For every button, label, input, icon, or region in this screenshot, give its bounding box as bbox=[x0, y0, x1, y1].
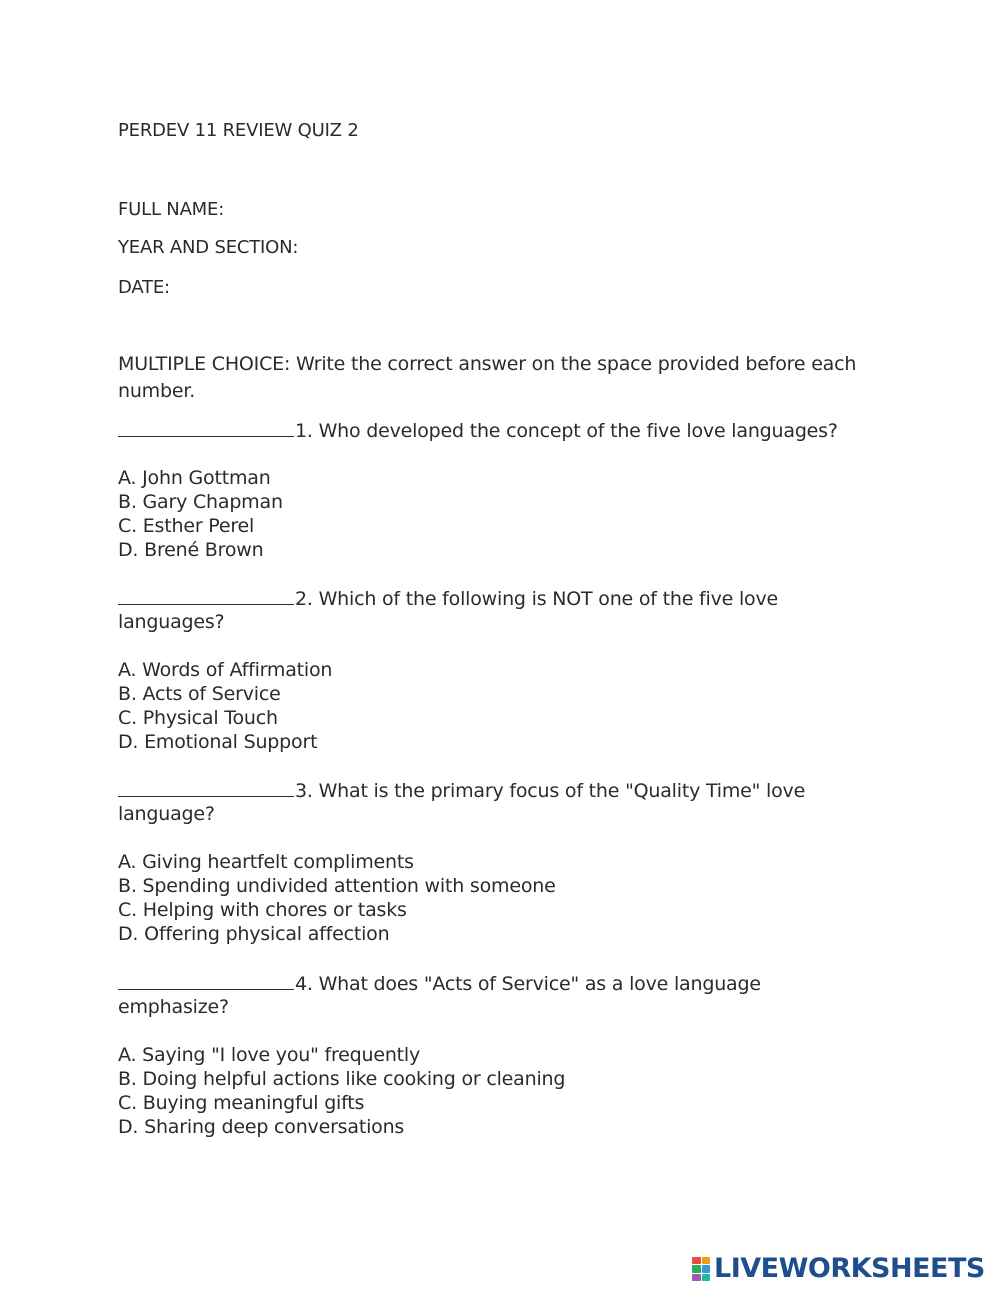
liveworksheets-logo bbox=[692, 1254, 985, 1284]
worksheet-title: PERDEV 11 REVIEW QUIZ 2 bbox=[118, 120, 359, 141]
q4-option-b: B. Doing helpful actions like cooking or cleaning bbox=[118, 1068, 566, 1090]
logo-block-1 bbox=[692, 1257, 701, 1264]
q3-option-d: D. Offering physical affection bbox=[118, 923, 390, 945]
logo-text: LIVEWORKSHEETS bbox=[714, 1253, 985, 1284]
date-label: DATE: bbox=[118, 277, 170, 298]
answer-blank-4[interactable] bbox=[118, 971, 294, 990]
q3-option-b: B. Spending undivided attention with someone bbox=[118, 875, 556, 897]
q1-option-a: A. John Gottman bbox=[118, 467, 271, 489]
question-4 bbox=[118, 971, 761, 996]
answer-blank-3[interactable] bbox=[118, 778, 294, 797]
question-2-text-cont: languages? bbox=[118, 611, 225, 633]
full-name-label: FULL NAME: bbox=[118, 199, 225, 220]
year-section-label: YEAR AND SECTION: bbox=[118, 237, 299, 258]
q1-option-d: D. Brené Brown bbox=[118, 539, 264, 561]
q1-option-c: C. Esther Perel bbox=[118, 515, 255, 537]
question-2 bbox=[118, 586, 778, 611]
question-1 bbox=[118, 418, 838, 443]
question-1-text: 1. Who developed the concept of the five love languages? bbox=[295, 420, 838, 442]
q2-option-c: C. Physical Touch bbox=[118, 707, 278, 729]
q1-option-b: B. Gary Chapman bbox=[118, 491, 283, 513]
logo-block-3 bbox=[692, 1265, 701, 1272]
q3-option-c: C. Helping with chores or tasks bbox=[118, 899, 407, 921]
question-4-text-cont: emphasize? bbox=[118, 996, 229, 1018]
q3-option-a: A. Giving heartfelt compliments bbox=[118, 851, 414, 873]
instructions-line-2: number. bbox=[118, 380, 196, 402]
q2-option-a: A. Words of Affirmation bbox=[118, 659, 333, 681]
logo-block-6 bbox=[702, 1274, 711, 1281]
question-3-text-cont: language? bbox=[118, 803, 215, 825]
q4-option-c: C. Buying meaningful gifts bbox=[118, 1092, 365, 1114]
q4-option-a: A. Saying "I love you" frequently bbox=[118, 1044, 421, 1066]
question-2-text: 2. Which of the following is NOT one of the five love bbox=[295, 588, 779, 610]
logo-block-4 bbox=[702, 1265, 711, 1272]
q2-option-d: D. Emotional Support bbox=[118, 731, 318, 753]
answer-blank-2[interactable] bbox=[118, 586, 294, 605]
logo-block-5 bbox=[692, 1274, 701, 1281]
logo-block-2 bbox=[702, 1257, 711, 1264]
q4-option-d: D. Sharing deep conversations bbox=[118, 1116, 405, 1138]
instructions-line-1: MULTIPLE CHOICE: Write the correct answer on the space provided before each bbox=[118, 353, 857, 375]
logo-mark-icon bbox=[692, 1257, 710, 1281]
question-3-text: 3. What is the primary focus of the "Quality Time" love bbox=[295, 780, 806, 802]
question-4-text: 4. What does "Acts of Service" as a love language bbox=[295, 973, 761, 995]
q2-option-b: B. Acts of Service bbox=[118, 683, 281, 705]
answer-blank-1[interactable] bbox=[118, 418, 294, 437]
question-3 bbox=[118, 778, 805, 803]
